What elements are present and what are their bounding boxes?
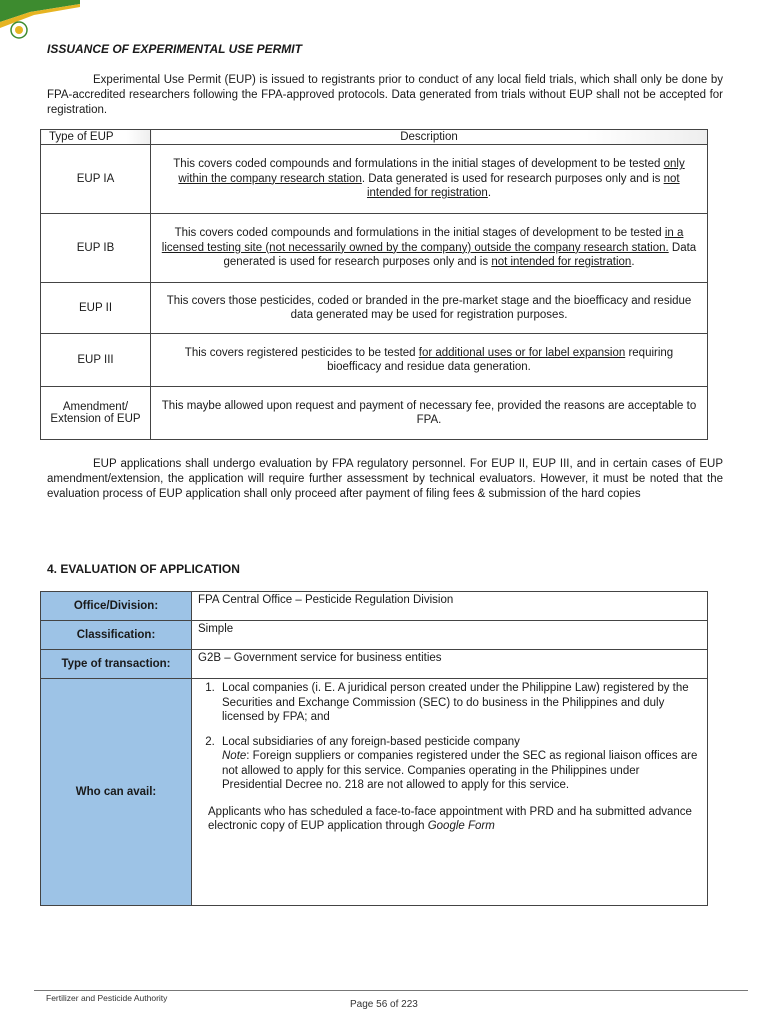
transaction-label: Type of transaction:: [41, 650, 192, 679]
intro-paragraph-text: Experimental Use Permit (EUP) is issued to registrants prior to conduct of any local field trials, which shall only be done by FPA-accredited researchers following the FPA-approved protocols. Data generated from trials without EUP shall not be accepted for registration.: [47, 74, 723, 116]
eup-type-cell: EUP IB: [41, 214, 151, 283]
applicants-text: Applicants who has scheduled a face-to-face appointment with PRD and ha submitted advance electronic copy of EUP application through: [208, 805, 692, 832]
description-column-header: Description: [151, 130, 708, 145]
description-text: Data generated is used for research purposes only and is: [223, 241, 697, 269]
note-text: : Foreign suppliers or companies registered under the SEC as regional liaison offices are not allowed to apply for this service. Companies operating in the Philippines under Presidential Decree no. 218 are not allowed to apply for this service.: [222, 750, 698, 791]
evaluation-heading: 4. EVALUATION OF APPLICATION: [47, 562, 240, 576]
eup-types-table: [40, 129, 708, 440]
eup-description-cell: [151, 145, 708, 214]
table-row: [41, 592, 708, 621]
description-text: .: [631, 256, 635, 269]
note-label: Note: [222, 750, 247, 762]
section-title: ISSUANCE OF EXPERIMENTAL USE PERMIT: [47, 42, 302, 56]
intro-paragraph: [47, 73, 723, 118]
description-text: requiring bioefficacy and residue data generation.: [327, 346, 674, 373]
evaluation-paragraph: [47, 457, 723, 502]
eup-type-cell: EUP II: [41, 283, 151, 334]
table-row: [41, 283, 708, 334]
classification-label: Classification:: [41, 621, 192, 650]
description-text: This covers coded compounds and formulations in the initial stages of development to be tested: [174, 227, 665, 240]
page-number: Page 56 of 223: [350, 999, 418, 1010]
transaction-value: G2B – Government service for business entities: [192, 650, 708, 679]
who-can-avail-label: Who can avail:: [41, 679, 192, 906]
description-text: This maybe allowed upon request and payment of necessary fee, provided the reasons are acceptable to FPA.: [161, 399, 697, 426]
table-row: [41, 679, 708, 906]
classification-value: Simple: [192, 621, 708, 650]
eup-description-cell: [151, 387, 708, 440]
table-row: [41, 650, 708, 679]
eup-type-cell: EUP III: [41, 334, 151, 387]
type-column-header: Type of EUP: [41, 130, 151, 145]
description-text: .: [487, 187, 492, 200]
google-form-text: Google Form: [427, 820, 495, 832]
who-can-avail-value: [192, 679, 708, 906]
eup-type-cell: EUP IA: [41, 145, 151, 214]
eligibility-item-text: Local subsidiaries of any foreign-based pesticide company: [222, 735, 520, 748]
eup-description-cell: [151, 283, 708, 334]
eligibility-list: [198, 681, 701, 793]
office-label: Office/Division:: [41, 592, 192, 621]
table-row: [41, 621, 708, 650]
description-text: This covers those pesticides, coded or branded in the pre-market stage and the bioefficacy and residue data generated may be used for registration purposes.: [166, 294, 692, 321]
description-underlined-text: for additional uses or for label expansion: [418, 346, 626, 359]
description-underlined-text: in a licensed testing site (not necessarily owned by the company) outside the company research station.: [161, 227, 684, 254]
footer-organization: Fertilizer and Pesticide Authority: [46, 993, 168, 1003]
office-value: FPA Central Office – Pesticide Regulation Division: [192, 592, 708, 621]
evaluation-paragraph-text: EUP applications shall undergo evaluation by FPA regulatory personnel. For EUP II, EUP III, and in certain cases of EUP amendment/extension, the application will require further assessment by technical evaluators. However, it must be noted that the evaluation process of EUP application shall only proceed after payment of filing fees & submission of the hard copies: [47, 458, 723, 500]
table-row: [41, 334, 708, 387]
eup-type-cell: Amendment/ Extension of EUP: [41, 387, 151, 440]
description-underlined-text: only within the company research station: [178, 158, 685, 185]
table-row: [41, 145, 708, 214]
list-item: [218, 681, 701, 725]
eup-description-cell: [151, 334, 708, 387]
description-text: This covers coded compounds and formulations in the initial stages of development to be tested: [173, 158, 664, 171]
eup-table-header-row: [41, 130, 708, 145]
evaluation-table: [40, 591, 708, 906]
footer-divider: [34, 990, 748, 991]
description-underlined-text: not intended for registration: [366, 172, 680, 200]
table-row: [41, 387, 708, 440]
applicants-note: [208, 805, 701, 834]
table-row: [41, 214, 708, 283]
description-underlined-text: not intended for registration: [491, 256, 632, 269]
description-text: This covers registered pesticides to be tested: [184, 346, 419, 359]
eligibility-item-text: Local companies (i. E. A juridical person created under the Philippine Law) registered by the Securities and Exchange Commission (SEC) to do business in the Philippines and duly licensed by FPA; and: [222, 682, 689, 723]
list-item: [218, 735, 701, 793]
description-text: . Data generated is used for research purposes only and is: [361, 172, 664, 185]
eup-description-cell: [151, 214, 708, 283]
logo-seal-center: [15, 26, 23, 34]
